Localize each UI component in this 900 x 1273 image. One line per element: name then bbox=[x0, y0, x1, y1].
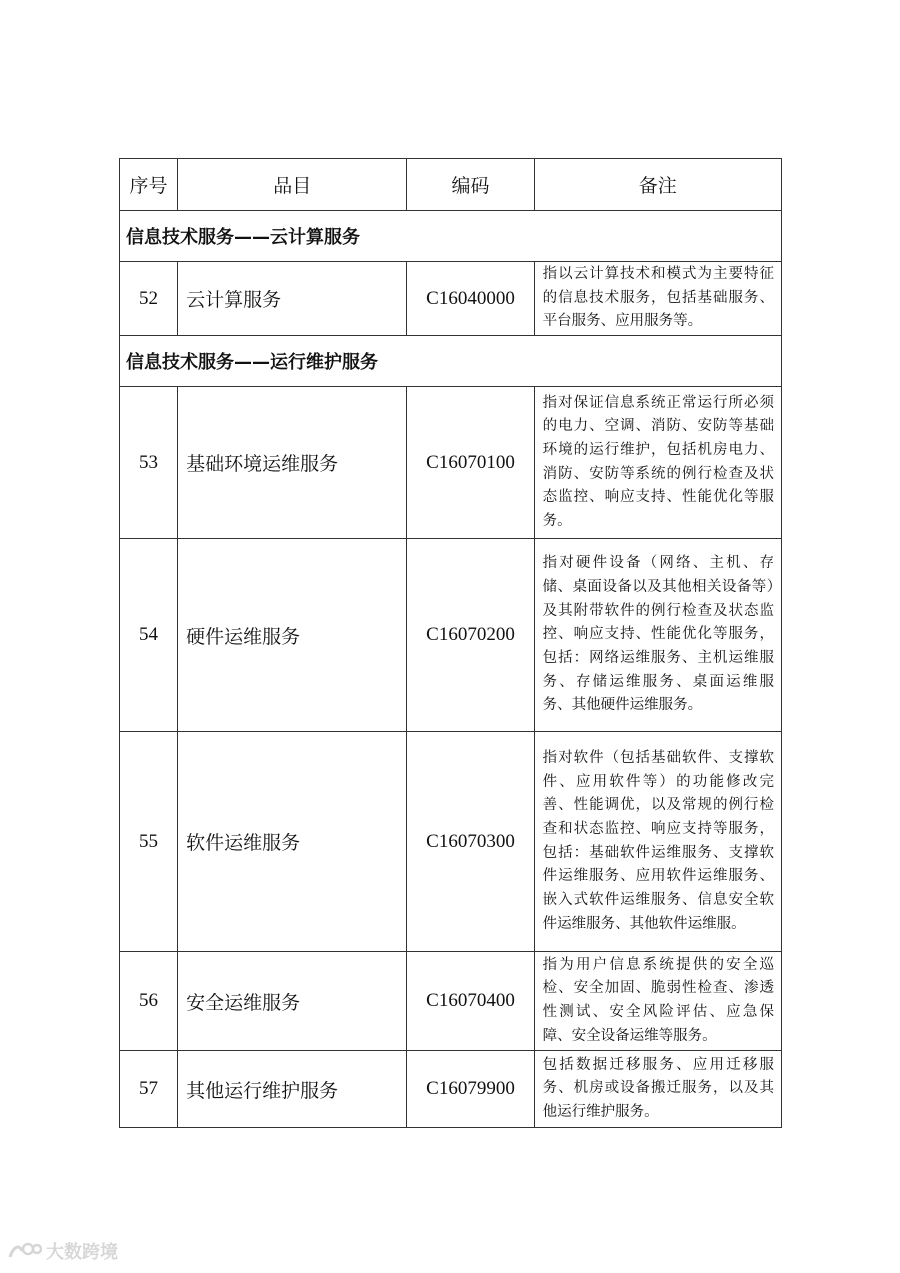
row-code: C16070200 bbox=[407, 539, 534, 732]
watermark-text: 大数跨境 bbox=[46, 1242, 118, 1263]
row-item: 云计算服务 bbox=[178, 262, 407, 336]
row-code: C16040000 bbox=[407, 262, 534, 336]
row-item: 安全运维服务 bbox=[178, 952, 407, 1051]
header-note: 备注 bbox=[534, 159, 781, 211]
row-no: 52 bbox=[120, 262, 178, 336]
header-row bbox=[120, 159, 782, 211]
section-row bbox=[120, 336, 782, 387]
section-row bbox=[120, 211, 782, 262]
row-no: 53 bbox=[120, 387, 178, 539]
table-row bbox=[120, 539, 782, 732]
row-item: 硬件运维服务 bbox=[178, 539, 407, 732]
logo-icon bbox=[8, 1241, 42, 1261]
row-item: 基础环境运维服务 bbox=[178, 387, 407, 539]
header-code: 编码 bbox=[407, 159, 534, 211]
row-note: 指对软件（包括基础软件、支撑软件、应用软件等）的功能修改完善、性能调优，以及常规的例行检查和状态监控、响应支持等服务，包括：基础软件运维服务、支撑软件运维服务、应用软件运维服务、嵌入式软件运维服务、信息安全软件运维服务、其他软件运维服。 bbox=[534, 732, 781, 952]
row-code: C16070400 bbox=[407, 952, 534, 1051]
row-item: 其他运行维护服务 bbox=[178, 1051, 407, 1128]
row-code: C16070100 bbox=[407, 387, 534, 539]
section-title: 信息技术服务——运行维护服务 bbox=[120, 336, 782, 387]
section-title: 信息技术服务——云计算服务 bbox=[120, 211, 782, 262]
table-row bbox=[120, 1051, 782, 1128]
table-row bbox=[120, 952, 782, 1051]
row-note: 指以云计算技术和模式为主要特征的信息技术服务，包括基础服务、平台服务、应用服务等。 bbox=[534, 262, 781, 336]
table-row bbox=[120, 732, 782, 952]
table-row bbox=[120, 262, 782, 336]
row-note: 指对硬件设备（网络、主机、存储、桌面设备以及其他相关设备等）及其附带软件的例行检查及状态监控、响应支持、性能优化等服务，包括：网络运维服务、主机运维服务、存储运维服务、桌面运维服务、其他硬件运维服务。 bbox=[534, 539, 781, 732]
row-no: 55 bbox=[120, 732, 178, 952]
row-no: 56 bbox=[120, 952, 178, 1051]
row-no: 57 bbox=[120, 1051, 178, 1128]
row-item: 软件运维服务 bbox=[178, 732, 407, 952]
header-no: 序号 bbox=[120, 159, 178, 211]
row-no: 54 bbox=[120, 539, 178, 732]
watermark bbox=[8, 1238, 118, 1264]
row-note: 包括数据迁移服务、应用迁移服务、机房或设备搬迁服务，以及其他运行维护服务。 bbox=[534, 1051, 781, 1128]
row-note: 指为用户信息系统提供的安全巡检、安全加固、脆弱性检查、渗透性测试、安全风险评估、应急保障、安全设备运维等服务。 bbox=[534, 952, 781, 1051]
row-note: 指对保证信息系统正常运行所必须的电力、空调、消防、安防等基础环境的运行维护，包括机房电力、消防、安防等系统的例行检查及状态监控、响应支持、性能优化等服务。 bbox=[534, 387, 781, 539]
catalog-table bbox=[119, 158, 782, 1128]
row-code: C16070300 bbox=[407, 732, 534, 952]
row-code: C16079900 bbox=[407, 1051, 534, 1128]
table-row bbox=[120, 387, 782, 539]
header-item: 品目 bbox=[178, 159, 407, 211]
